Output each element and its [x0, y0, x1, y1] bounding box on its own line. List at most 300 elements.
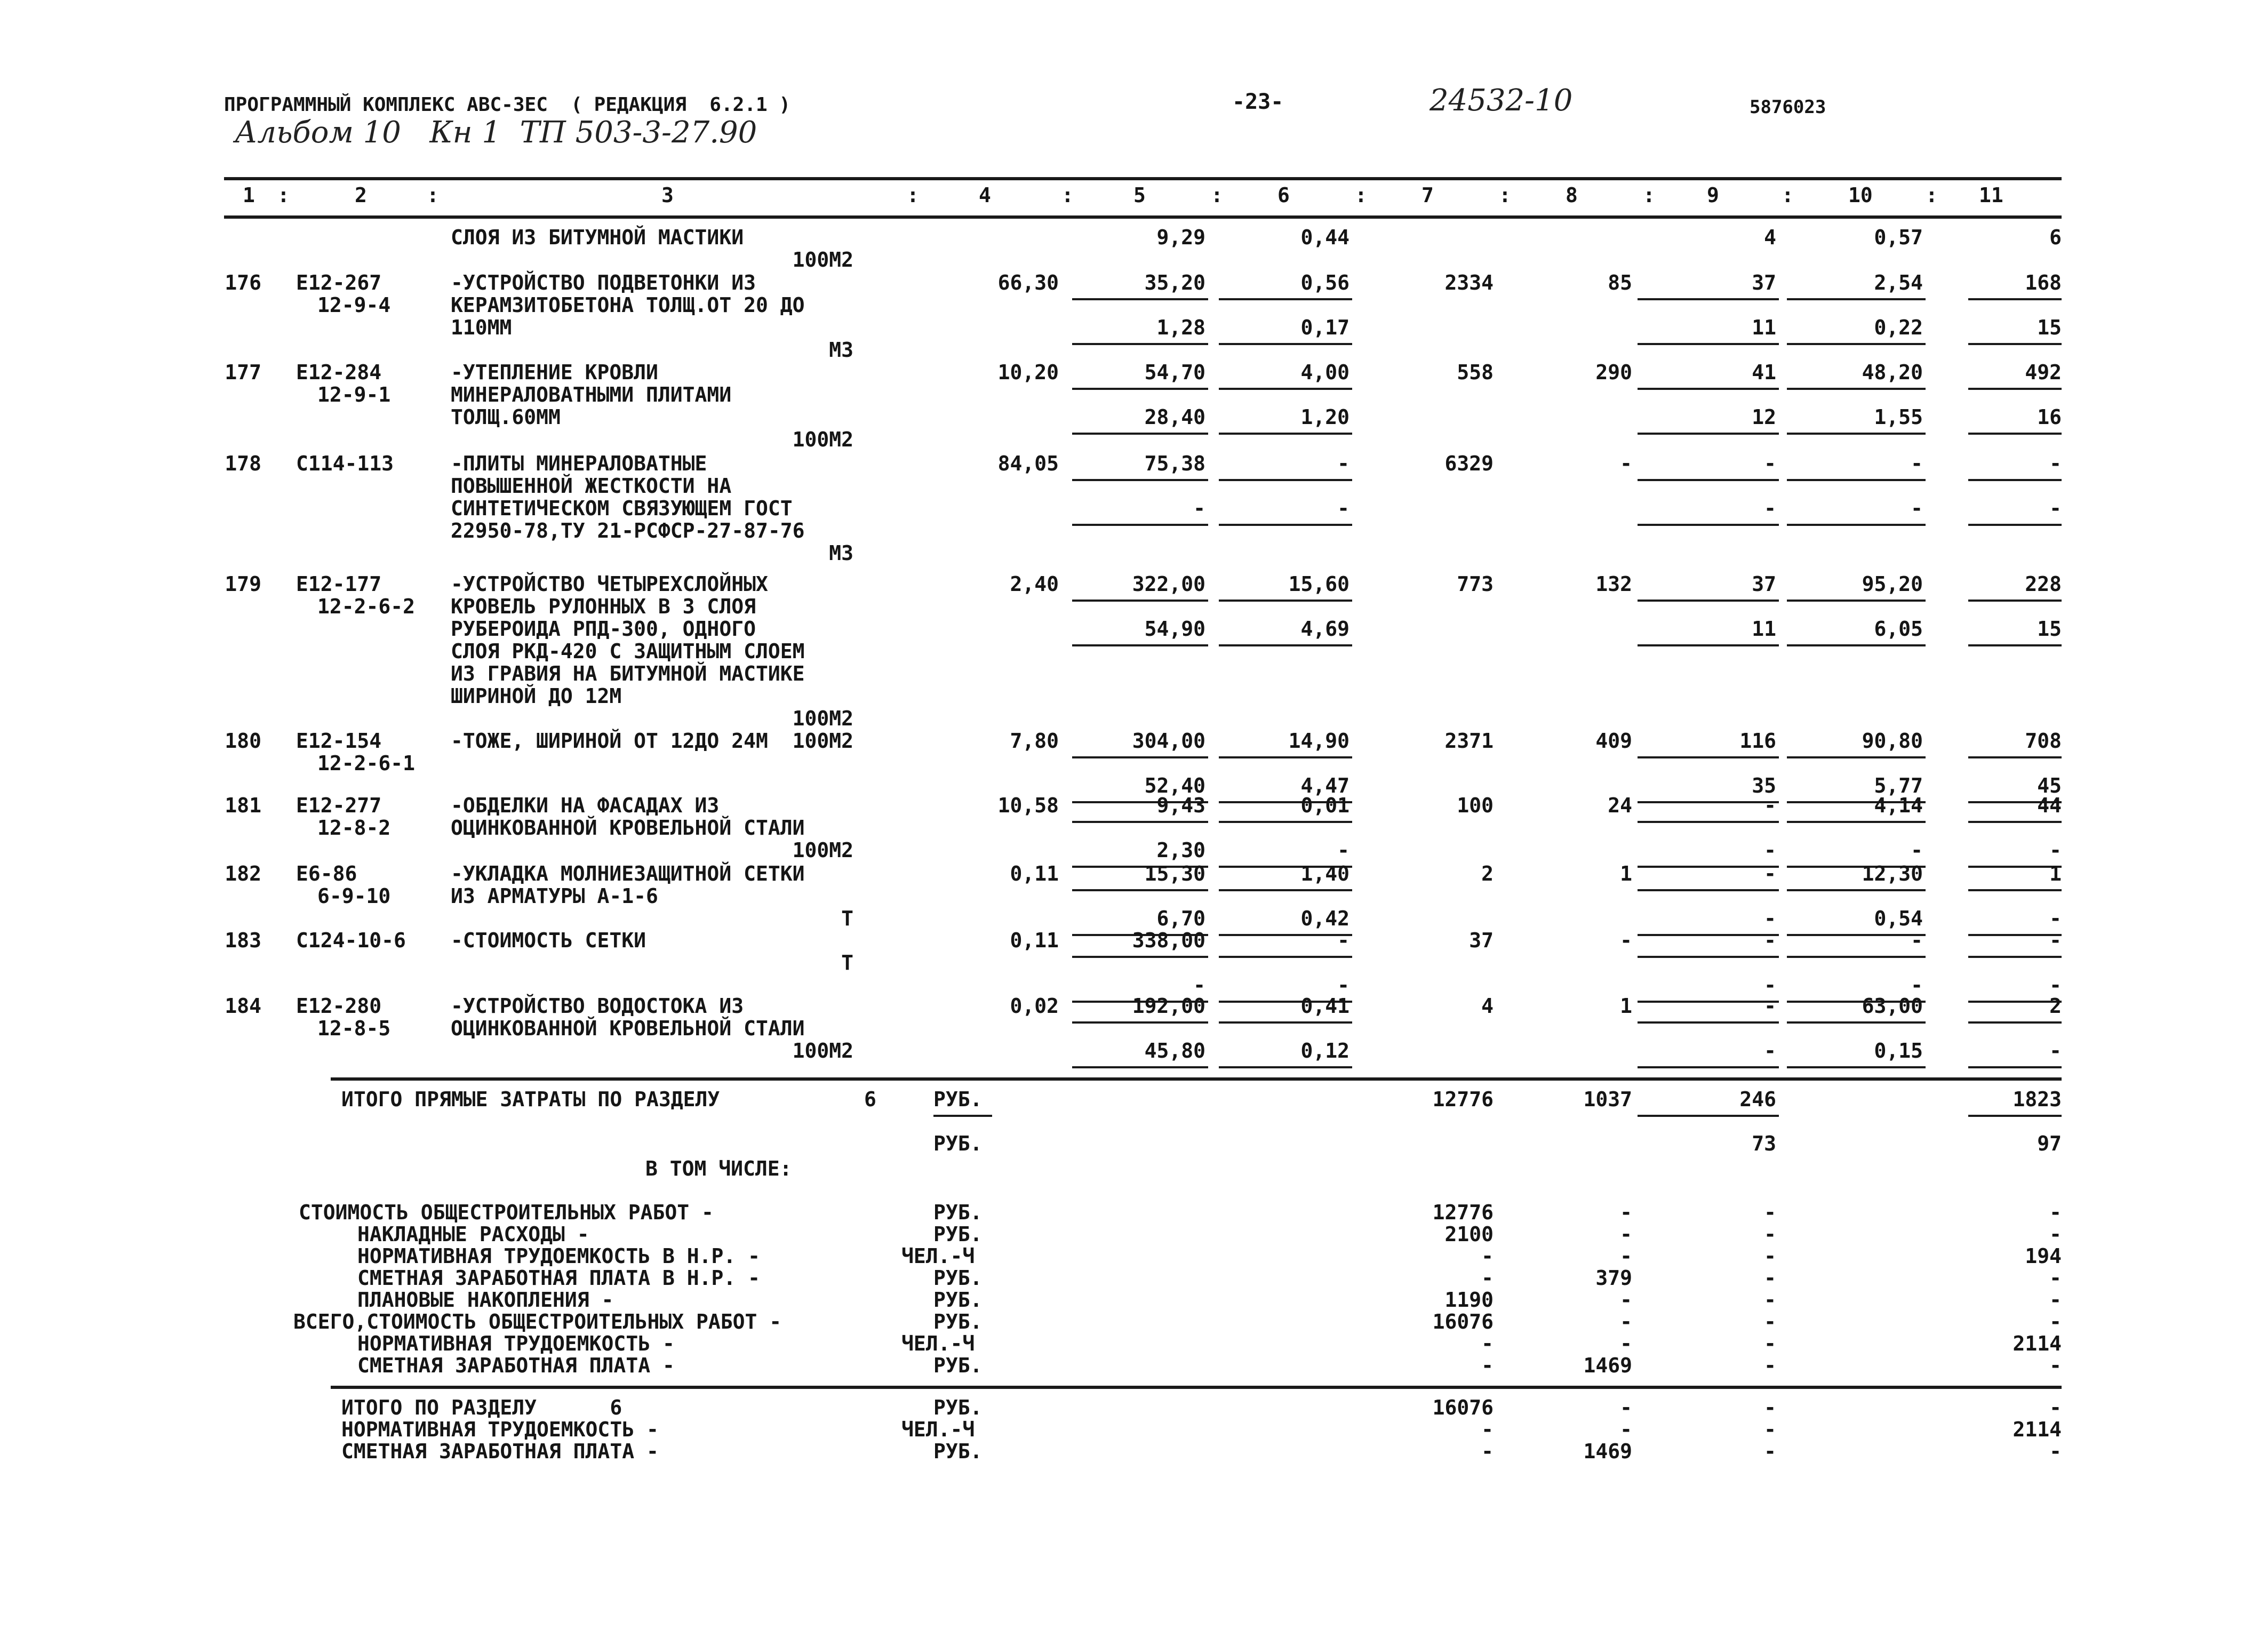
row-norm-code: 6-9-10	[317, 884, 391, 908]
row-col6: 15,60	[1288, 572, 1349, 596]
breakdown-label: НОРМАТИВНАЯ ТРУДОЕМКОСТЬ В Н.Р. -	[357, 1244, 760, 1268]
row-col7: 2334	[1444, 271, 1494, 294]
column-separator: :	[1355, 183, 1367, 207]
row-unit: 100М2	[792, 428, 853, 451]
breakdown-col9: -	[1764, 1310, 1776, 1333]
row-norm-code: С114-113	[296, 452, 394, 475]
breakdown-col11: -	[2049, 1310, 2062, 1333]
row-divider	[1072, 756, 1208, 758]
row-col9: 116	[1739, 729, 1776, 753]
column-header-3: 3	[661, 183, 674, 207]
breakdown-col11: -	[2049, 1288, 2062, 1312]
row-description: СЛОЯ РКД-420 С ЗАЩИТНЫМ СЛОЕМ	[451, 640, 805, 663]
row-col11-lower: -	[2049, 838, 2062, 862]
row-col7: 100	[1457, 794, 1494, 817]
row-col9-lower: 12	[1752, 405, 1776, 429]
row-unit: М3	[829, 541, 853, 565]
row-description: 22950-78,ТУ 21-РСФСР-27-87-76	[451, 519, 805, 542]
row-norm-code: Е12-267	[296, 271, 382, 294]
row-norm-code: Е6-86	[296, 862, 357, 885]
row-col10: 90,80	[1862, 729, 1923, 753]
row-divider	[1638, 524, 1779, 526]
row-number: 182	[225, 862, 261, 885]
row-quantity: 0,02	[1010, 994, 1059, 1018]
breakdown-col11: 2114	[2013, 1332, 2062, 1355]
row-divider	[1638, 298, 1779, 300]
row-col5: 338,00	[1132, 929, 1205, 952]
row-col5: 54,70	[1144, 361, 1205, 384]
row-norm-code: Е12-277	[296, 794, 382, 817]
row-divider	[1638, 821, 1779, 823]
row-col10: 63,00	[1862, 994, 1923, 1018]
row-unit: 100М2	[792, 248, 853, 271]
row-unit: 100М2	[792, 707, 853, 730]
breakdown-label: ПЛАНОВЫЕ НАКОПЛЕНИЯ -	[357, 1288, 614, 1312]
page-number: -23-	[1232, 90, 1284, 114]
row-col9-lower: 11	[1752, 617, 1776, 641]
breakdown-label: ВСЕГО,СТОИМОСТЬ ОБЩЕСТРОИТЕЛЬНЫХ РАБОТ -	[293, 1310, 782, 1333]
breakdown-col11: 194	[2025, 1244, 2062, 1268]
column-header-2: 2	[355, 183, 367, 207]
row-col7: 558	[1457, 361, 1494, 384]
row-description: КЕРАМЗИТОБЕТОНА ТОЛЩ.ОТ 20 ДО	[451, 293, 805, 317]
row-unit: 100М2	[792, 838, 853, 862]
row-unit: Т	[841, 907, 853, 930]
row-divider	[1787, 479, 1926, 481]
breakdown-unit: РУБ.	[933, 1354, 983, 1377]
row-col8: 409	[1595, 729, 1632, 753]
row-divider	[1219, 479, 1352, 481]
breakdown-label: НАКЛАДНЫЕ РАСХОДЫ -	[357, 1222, 589, 1246]
row-description: ИЗ ГРАВИЯ НА БИТУМНОЙ МАСТИКЕ	[451, 662, 805, 685]
column-header-5: 5	[1133, 183, 1146, 207]
breakdown-col9: -	[1764, 1332, 1776, 1355]
row-col6-lower: -	[1337, 838, 1349, 862]
row-norm-code: 12-2-6-2	[317, 595, 416, 618]
row-norm-code: Е12-280	[296, 994, 382, 1018]
row-col10: 4,14	[1874, 794, 1923, 817]
row-divider	[1072, 1066, 1208, 1068]
row-description: -УТЕПЛЕНИЕ КРОВЛИ	[451, 361, 658, 384]
row-col11: 2	[2049, 994, 2062, 1018]
row-col11: -	[2049, 452, 2062, 475]
section-total-col11: 2114	[2013, 1418, 2062, 1441]
row-divider	[1072, 343, 1208, 345]
column-header-4: 4	[979, 183, 991, 207]
totals-section-number: 6	[864, 1088, 876, 1111]
totals-rule	[331, 1077, 2062, 1081]
row-col7: 2	[1481, 862, 1494, 885]
row-description: РУБЕРОИДА РПД-300, ОДНОГО	[451, 617, 756, 641]
column-separator: :	[1643, 183, 1655, 207]
breakdown-col9: -	[1764, 1288, 1776, 1312]
row-divider	[1072, 524, 1208, 526]
row-divider	[1968, 524, 2062, 526]
row-divider	[1787, 600, 1926, 602]
row-divider	[1638, 343, 1779, 345]
section-total-label: ИТОГО ПО РАЗДЕЛУ 6	[341, 1396, 622, 1419]
row-col9-lower: -	[1764, 907, 1776, 930]
row-col9: 41	[1752, 361, 1776, 384]
row-col9: -	[1764, 929, 1776, 952]
row-col6-lower: 0,42	[1300, 907, 1349, 930]
row-col10-lower: -	[1911, 838, 1923, 862]
row-col7: 37	[1469, 929, 1494, 952]
row-divider	[1787, 889, 1926, 891]
row-col8: 24	[1608, 794, 1632, 817]
row-quantity: 10,58	[997, 794, 1059, 817]
row-number: 181	[225, 794, 261, 817]
breakdown-col11: -	[2049, 1354, 2062, 1377]
row-col6-lower: -	[1337, 497, 1349, 520]
row-col8: 290	[1595, 361, 1632, 384]
row-divider	[1968, 343, 2062, 345]
totals-divider	[1638, 1115, 1779, 1117]
column-separator: :	[427, 183, 439, 207]
row-divider	[1072, 388, 1208, 390]
row-col6-lower: 4,69	[1300, 617, 1349, 641]
row-norm-code: 12-8-2	[317, 816, 391, 840]
breakdown-col8: -	[1620, 1310, 1632, 1333]
row-quantity: 84,05	[997, 452, 1059, 475]
row-col11: 168	[2025, 271, 2062, 294]
row-col11-lower: -	[2049, 973, 2062, 997]
section-total-col7: -	[1481, 1418, 1494, 1441]
row-number: 178	[225, 452, 261, 475]
row-col11-lower: -	[2049, 1039, 2062, 1062]
row-divider	[1219, 821, 1352, 823]
row-col5-lower: 45,80	[1144, 1039, 1205, 1062]
breakdown-col8: 379	[1595, 1266, 1632, 1290]
breakdown-col8: 1469	[1583, 1354, 1632, 1377]
row-description: -ПЛИТЫ МИНЕРАЛОВАТНЫЕ	[451, 452, 707, 475]
column-header-9: 9	[1707, 183, 1719, 207]
row-col9: -	[1764, 994, 1776, 1018]
row-divider	[1787, 644, 1926, 646]
row-col6-lower: -	[1337, 973, 1349, 997]
breakdown-label: СМЕТНАЯ ЗАРАБОТНАЯ ПЛАТА В Н.Р. -	[357, 1266, 760, 1290]
row-col6-lower: 1,20	[1300, 405, 1349, 429]
row-unit: 100М2	[792, 729, 853, 753]
column-separator: :	[1926, 183, 1938, 207]
column-separator: :	[907, 183, 919, 207]
row-col11-lower: 45	[2037, 774, 2062, 797]
row-number: 176	[225, 271, 261, 294]
row-quantity: 0,11	[1010, 929, 1059, 952]
section-total-col7: 16076	[1432, 1396, 1494, 1419]
section-total-col11: -	[2049, 1440, 2062, 1463]
row-col5: 192,00	[1132, 994, 1205, 1018]
row-divider	[1219, 388, 1352, 390]
row-divider	[1968, 1021, 2062, 1024]
section-total-label: НОРМАТИВНАЯ ТРУДОЕМКОСТЬ -	[341, 1418, 659, 1441]
breakdown-label: СТОИМОСТЬ ОБЩЕСТРОИТЕЛЬНЫХ РАБОТ -	[299, 1201, 714, 1224]
row-divider	[1219, 644, 1352, 646]
breakdown-col7: 2100	[1444, 1222, 1494, 1246]
row-number: 177	[225, 361, 261, 384]
row-col5: 9,29	[1156, 226, 1205, 249]
row-col10-lower: 5,77	[1874, 774, 1923, 797]
row-col11-lower: 15	[2037, 316, 2062, 339]
row-quantity: 2,40	[1010, 572, 1059, 596]
row-divider	[1219, 1021, 1352, 1024]
row-col7: 6329	[1444, 452, 1494, 475]
breakdown-col7: -	[1481, 1332, 1494, 1355]
row-norm-code: Е12-177	[296, 572, 382, 596]
column-header-1: 1	[243, 183, 255, 207]
row-col7: 773	[1457, 572, 1494, 596]
row-col5-lower: 28,40	[1144, 405, 1205, 429]
breakdown-col7: 16076	[1432, 1310, 1494, 1333]
row-col10-lower: 0,15	[1874, 1039, 1923, 1062]
section-total-col9: -	[1764, 1418, 1776, 1441]
row-divider	[1219, 889, 1352, 891]
row-col8: -	[1620, 929, 1632, 952]
row-col10-lower: 1,55	[1874, 405, 1923, 429]
row-col5-lower: 6,70	[1156, 907, 1205, 930]
row-number: 184	[225, 994, 261, 1018]
row-col8: 1	[1620, 994, 1632, 1018]
row-col10: 95,20	[1862, 572, 1923, 596]
totals-col7: 12776	[1432, 1088, 1494, 1111]
row-divider	[1787, 756, 1926, 758]
row-col6: 4,00	[1300, 361, 1349, 384]
row-col6: -	[1337, 452, 1349, 475]
row-col11-lower: 15	[2037, 617, 2062, 641]
breakdown-col11: -	[2049, 1222, 2062, 1246]
row-col11: -	[2049, 929, 2062, 952]
breakdown-col8: -	[1620, 1332, 1632, 1355]
breakdown-col7: -	[1481, 1266, 1494, 1290]
row-col5-lower: 52,40	[1144, 774, 1205, 797]
row-divider	[1638, 756, 1779, 758]
row-norm-code: 12-8-5	[317, 1017, 391, 1040]
row-col10-lower: -	[1911, 973, 1923, 997]
breakdown-col11: -	[2049, 1266, 2062, 1290]
row-description: ШИРИНОЙ ДО 12М	[451, 684, 622, 708]
row-divider	[1968, 298, 2062, 300]
section-total-col7: -	[1481, 1440, 1494, 1463]
row-divider	[1638, 956, 1779, 958]
row-col9: 37	[1752, 271, 1776, 294]
row-divider	[1968, 1066, 2062, 1068]
breakdown-col9: -	[1764, 1266, 1776, 1290]
row-col9-lower: -	[1764, 497, 1776, 520]
row-divider	[1638, 479, 1779, 481]
row-col6-lower: 0,17	[1300, 316, 1349, 339]
row-norm-code: С124-10-6	[296, 929, 406, 952]
row-divider	[1638, 889, 1779, 891]
row-col5-lower: -	[1193, 973, 1205, 997]
totals-including-label: В ТОМ ЧИСЛЕ:	[645, 1157, 792, 1180]
row-divider	[1072, 298, 1208, 300]
breakdown-col11: -	[2049, 1201, 2062, 1224]
row-description: КРОВЕЛЬ РУЛОННЫХ В 3 СЛОЯ	[451, 595, 756, 618]
row-col10: 2,54	[1874, 271, 1923, 294]
row-col5-lower: -	[1193, 497, 1205, 520]
totals-col9-lower: 73	[1752, 1132, 1776, 1155]
breakdown-col9: -	[1764, 1201, 1776, 1224]
breakdown-label: НОРМАТИВНАЯ ТРУДОЕМКОСТЬ -	[357, 1332, 675, 1355]
row-divider	[1638, 644, 1779, 646]
row-description: ОЦИНКОВАННОЙ КРОВЕЛЬНОЙ СТАЛИ	[451, 816, 805, 840]
row-divider	[1968, 821, 2062, 823]
row-description: -УСТРОЙСТВО ВОДОСТОКА ИЗ	[451, 994, 744, 1018]
row-divider	[1787, 433, 1926, 435]
row-description: -УСТРОЙСТВО ПОДВЕТОНКИ ИЗ	[451, 271, 756, 294]
column-separator: :	[1061, 183, 1074, 207]
row-divider	[1787, 524, 1926, 526]
row-description: -ОБДЕЛКИ НА ФАСАДАХ ИЗ	[451, 794, 720, 817]
row-col10-lower: 0,22	[1874, 316, 1923, 339]
row-col7: 2371	[1444, 729, 1494, 753]
row-description: ТОЛЩ.60ММ	[451, 405, 561, 429]
row-col5: 15,30	[1144, 862, 1205, 885]
row-norm-code: 12-9-4	[317, 293, 391, 317]
row-col11: 708	[2025, 729, 2062, 753]
row-divider	[1787, 298, 1926, 300]
row-unit: Т	[841, 951, 853, 974]
breakdown-unit: РУБ.	[933, 1266, 983, 1290]
row-col6: 14,90	[1288, 729, 1349, 753]
totals-unit: РУБ.	[933, 1132, 983, 1155]
column-header-6: 6	[1277, 183, 1290, 207]
row-col6: 0,01	[1300, 794, 1349, 817]
row-col5: 35,20	[1144, 271, 1205, 294]
row-col9-lower: 35	[1752, 774, 1776, 797]
row-divider	[1787, 388, 1926, 390]
row-col6-lower: 4,47	[1300, 774, 1349, 797]
row-quantity: 66,30	[997, 271, 1059, 294]
column-separator: :	[1782, 183, 1794, 207]
totals-unit: РУБ.	[933, 1088, 983, 1111]
row-col5: 304,00	[1132, 729, 1205, 753]
column-header-11: 11	[1979, 183, 2003, 207]
row-description: ОЦИНКОВАННОЙ КРОВЕЛЬНОЙ СТАЛИ	[451, 1017, 805, 1040]
row-col10-lower: 0,54	[1874, 907, 1923, 930]
row-col11: 492	[2025, 361, 2062, 384]
row-divider	[1219, 298, 1352, 300]
row-col8: 1	[1620, 862, 1632, 885]
section-total-rule	[331, 1386, 2062, 1389]
totals-col8: 1037	[1583, 1088, 1632, 1111]
row-col8: 132	[1595, 572, 1632, 596]
row-col6: 0,44	[1300, 226, 1349, 249]
breakdown-col7: -	[1481, 1354, 1494, 1377]
row-description: ПОВЫШЕННОЙ ЖЕСТКОСТИ НА	[451, 474, 732, 498]
column-separator: :	[277, 183, 290, 207]
row-divider	[1219, 524, 1352, 526]
row-divider	[1968, 433, 2062, 435]
breakdown-col9: -	[1764, 1354, 1776, 1377]
row-col11: 44	[2037, 794, 2062, 817]
row-col5: 9,43	[1156, 794, 1205, 817]
section-total-unit: РУБ.	[933, 1440, 983, 1463]
row-unit: 100М2	[792, 1039, 853, 1062]
row-col9-lower: -	[1764, 838, 1776, 862]
row-divider	[1072, 479, 1208, 481]
row-col9: 37	[1752, 572, 1776, 596]
section-total-col9: -	[1764, 1440, 1776, 1463]
row-description: 110ММ	[451, 316, 512, 339]
header-rule-bottom	[224, 215, 2062, 219]
row-col5: 75,38	[1144, 452, 1205, 475]
breakdown-col8: -	[1620, 1201, 1632, 1224]
album-reference: Альбом 10 Кн 1 ТП 503-3-27.90	[235, 115, 757, 150]
row-quantity: 7,80	[1010, 729, 1059, 753]
totals-divider	[1968, 1115, 2062, 1117]
breakdown-unit: РУБ.	[933, 1310, 983, 1333]
row-quantity: 10,20	[997, 361, 1059, 384]
totals-col9: 246	[1739, 1088, 1776, 1111]
totals-col11-lower: 97	[2037, 1132, 2062, 1155]
header-rule-top	[224, 177, 2062, 180]
row-divider	[1072, 1021, 1208, 1024]
breakdown-unit: ЧЕЛ.-Ч	[901, 1244, 975, 1268]
row-col11: 228	[2025, 572, 2062, 596]
row-col5-lower: 54,90	[1144, 617, 1205, 641]
breakdown-col9: -	[1764, 1244, 1776, 1268]
row-col9-lower: -	[1764, 1039, 1776, 1062]
row-divider	[1787, 1021, 1926, 1024]
row-col9: 4	[1764, 226, 1776, 249]
totals-direct-label: ИТОГО ПРЯМЫЕ ЗАТРАТЫ ПО РАЗДЕЛУ	[341, 1088, 720, 1111]
breakdown-col7: 12776	[1432, 1201, 1494, 1224]
document-number: 24532-10	[1430, 83, 1573, 118]
row-norm-code: Е12-154	[296, 729, 382, 753]
totals-col11: 1823	[2013, 1088, 2062, 1111]
row-divider	[1638, 1021, 1779, 1024]
row-col6: -	[1337, 929, 1349, 952]
row-norm-code: 12-9-1	[317, 383, 391, 406]
row-description: ИЗ АРМАТУРЫ А-1-6	[451, 884, 658, 908]
row-divider	[1638, 1066, 1779, 1068]
row-divider	[1219, 1066, 1352, 1068]
row-divider	[1219, 756, 1352, 758]
row-number: 179	[225, 572, 261, 596]
row-description: -СТОИМОСТЬ СЕТКИ	[451, 929, 646, 952]
row-col9: -	[1764, 862, 1776, 885]
row-description: СЛОЯ ИЗ БИТУМНОЙ МАСТИКИ	[451, 226, 744, 249]
breakdown-col8: -	[1620, 1244, 1632, 1268]
column-header-7: 7	[1422, 183, 1434, 207]
row-divider	[1072, 600, 1208, 602]
breakdown-col7: 1190	[1444, 1288, 1494, 1312]
breakdown-unit: ЧЕЛ.-Ч	[901, 1332, 975, 1355]
row-col9: -	[1764, 794, 1776, 817]
row-col9-lower: -	[1764, 973, 1776, 997]
row-col8: -	[1620, 452, 1632, 475]
row-description: -ТОЖЕ, ШИРИНОЙ ОТ 12ДО 24М	[451, 729, 768, 753]
row-divider	[1072, 821, 1208, 823]
row-col6-lower: 0,12	[1300, 1039, 1349, 1062]
row-divider	[1219, 956, 1352, 958]
section-total-col11: -	[2049, 1396, 2062, 1419]
section-total-col8: -	[1620, 1418, 1632, 1441]
row-description: СИНТЕТИЧЕСКОМ СВЯЗУЮЩЕМ ГОСТ	[451, 497, 793, 520]
row-divider	[1968, 479, 2062, 481]
row-divider	[1968, 956, 2062, 958]
row-divider	[1072, 433, 1208, 435]
row-col9-lower: 11	[1752, 316, 1776, 339]
row-col10: 0,57	[1874, 226, 1923, 249]
row-col11-lower: -	[2049, 907, 2062, 930]
row-col10: 12,30	[1862, 862, 1923, 885]
row-divider	[1072, 956, 1208, 958]
totals-unit-rule	[933, 1115, 992, 1117]
column-separator: :	[1211, 183, 1223, 207]
row-divider	[1968, 644, 2062, 646]
